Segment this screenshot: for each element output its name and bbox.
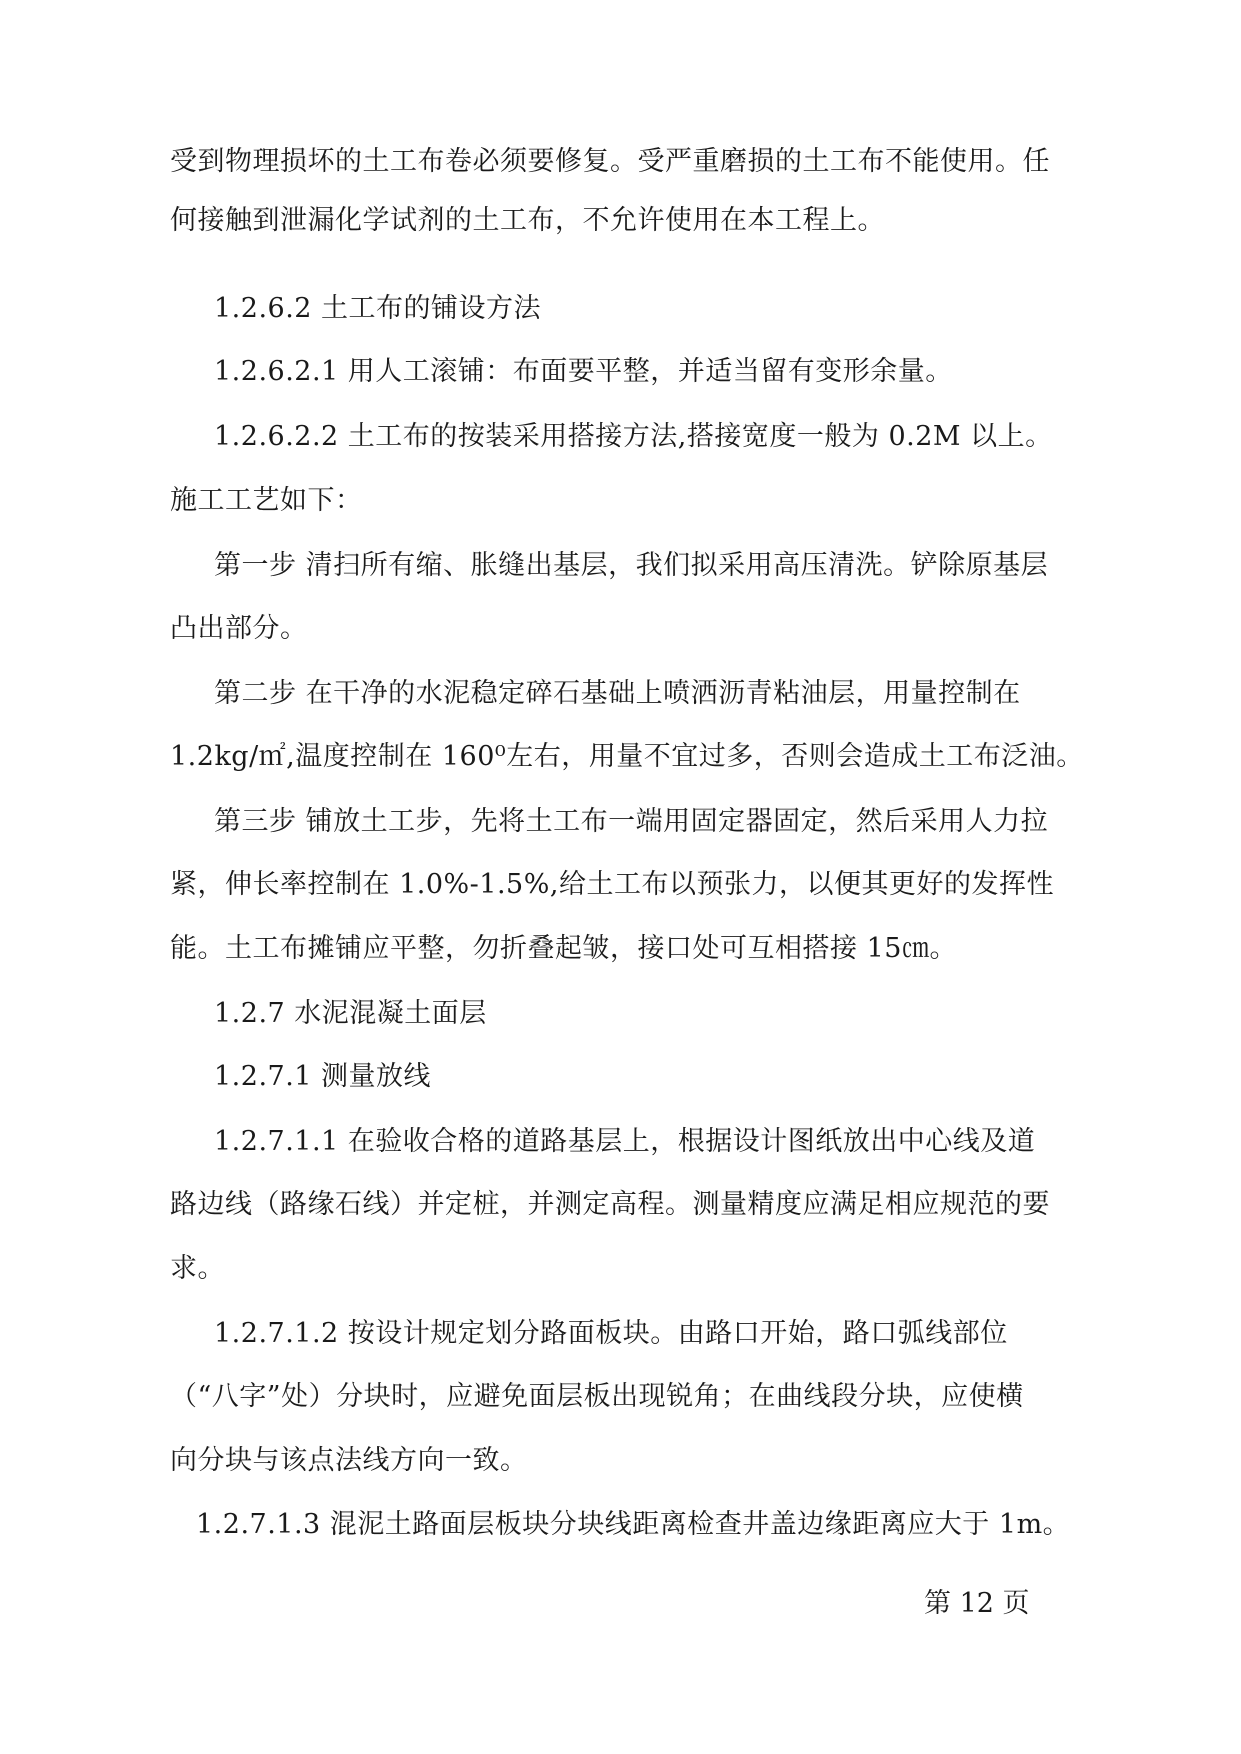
paragraph-line: 1.2.6.2.2 土工布的按装采用搭接方法,搭接宽度一般为 0.2M 以上。 — [214, 421, 1053, 452]
paragraph-line: 1.2.7.1.1 在验收合格的道路基层上，根据设计图纸放出中心线及道 — [214, 1126, 1036, 1157]
paragraph-line: （“八字”处）分块时，应避免面层板出现锐角；在曲线段分块，应使横 — [170, 1381, 1024, 1412]
section-heading: 1.2.7.1 测量放线 — [214, 1061, 432, 1092]
section-heading: 1.2.7 水泥混凝土面层 — [214, 998, 487, 1029]
paragraph-line: 第二步 在干净的水泥稳定碎石基础上喷洒沥青粘油层，用量控制在 — [214, 678, 1021, 709]
paragraph-line: 第三步 铺放土工步，先将土工布一端用固定器固定，然后采用人力拉 — [214, 806, 1049, 837]
paragraph-line: 施工工艺如下： — [170, 485, 363, 516]
section-heading: 1.2.6.2 土工布的铺设方法 — [214, 293, 542, 324]
paragraph-line: 求。 — [170, 1253, 225, 1284]
paragraph-line: 能。土工布摊铺应平整，勿折叠起皱，接口处可互相搭接 15㎝。 — [170, 933, 957, 964]
paragraph-line: 受到物理损坏的土工布卷必须要修复。受严重磨损的土工布不能使用。任 — [170, 146, 1050, 177]
paragraph-line: 路边线（路缘石线）并定桩，并测定高程。测量精度应满足相应规范的要 — [170, 1189, 1050, 1220]
page-number: 第 12 页 — [924, 1588, 1030, 1619]
paragraph-line: 凸出部分。 — [170, 613, 308, 644]
paragraph-line: 1.2kg/㎡,温度控制在 160⁰左右，用量不宜过多，否则会造成土工布泛油。 — [170, 741, 1084, 772]
paragraph-line: 何接触到泄漏化学试剂的土工布，不允许使用在本工程上。 — [170, 205, 885, 236]
paragraph-line: 1.2.7.1.3 混泥土路面层板块分块线距离检查井盖边缘距离应大于 1m。 — [196, 1509, 1071, 1540]
paragraph-line: 第一步 清扫所有缩、胀缝出基层，我们拟采用高压清洗。铲除原基层 — [214, 550, 1049, 581]
paragraph-line: 1.2.7.1.2 按设计规定划分路面板块。由路口开始，路口弧线部位 — [214, 1318, 1008, 1349]
paragraph-line: 向分块与该点法线方向一致。 — [170, 1445, 528, 1476]
paragraph-line: 紧，伸长率控制在 1.0%-1.5%,给土工布以预张力，以便其更好的发挥性 — [170, 869, 1054, 900]
paragraph-line: 1.2.6.2.1 用人工滚铺：布面要平整，并适当留有变形余量。 — [214, 356, 953, 387]
